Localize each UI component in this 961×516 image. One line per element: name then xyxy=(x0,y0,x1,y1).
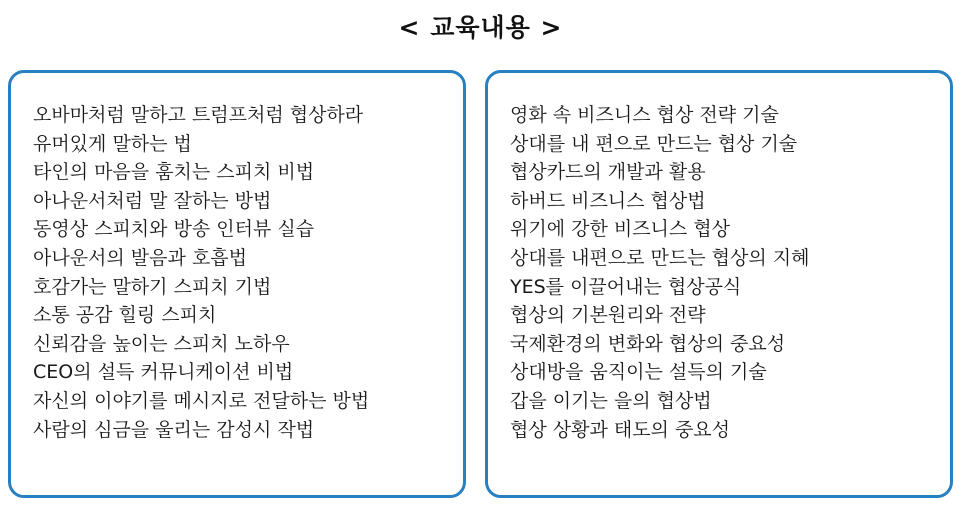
list-item: 동영상 스피치와 방송 인터뷰 실습 xyxy=(33,218,315,241)
list-item: 협상카드의 개발과 활용 xyxy=(510,161,706,184)
right-course-list xyxy=(510,101,809,444)
list-item: 국제환경의 변화와 협상의 중요성 xyxy=(510,332,786,355)
list-item: CEO의 설득 커뮤니케이션 비법 xyxy=(33,361,294,384)
list-item: 갑을 이기는 을의 협상법 xyxy=(510,389,712,412)
list-item: YES를 이끌어내는 협상공식 xyxy=(510,275,742,298)
list-item: 영화 속 비즈니스 협상 전략 기술 xyxy=(510,104,779,126)
list-item: 자신의 이야기를 메시지로 전달하는 방법 xyxy=(33,389,370,412)
page-title: < 교육내용 > xyxy=(398,13,563,42)
list-item: 타인의 마음을 훔치는 스피치 비법 xyxy=(33,161,315,184)
list-item: 호감가는 말하기 스피치 기법 xyxy=(33,275,272,298)
list-item: 아나운서의 발음과 호흡법 xyxy=(33,246,247,269)
list-item: 상대방을 움직이는 설득의 기술 xyxy=(510,361,767,384)
list-item: 협상의 기본원리와 전략 xyxy=(510,304,706,327)
left-course-list xyxy=(33,101,369,444)
left-panel xyxy=(8,70,466,498)
list-item: 위기에 강한 비즈니스 협상 xyxy=(510,218,731,241)
list-item: 상대를 내 편으로 만드는 협상 기술 xyxy=(510,132,798,155)
list-item: 소통 공감 힐링 스피치 xyxy=(33,304,217,327)
list-item: 오바마처럼 말하고 트럼프처럼 협상하라 xyxy=(33,104,364,126)
list-item: 상대를 내편으로 만드는 협상의 지혜 xyxy=(510,246,810,269)
list-item: 신뢰감을 높이는 스피치 노하우 xyxy=(33,332,290,355)
list-item: 아나운서처럼 말 잘하는 방법 xyxy=(33,189,272,212)
list-item: 협상 상황과 태도의 중요성 xyxy=(510,418,731,441)
list-item: 사람의 심금을 울리는 감성시 작법 xyxy=(33,418,315,441)
list-item: 유머있게 말하는 법 xyxy=(33,132,192,155)
right-panel xyxy=(485,70,953,498)
list-item: 하버드 비즈니스 협상법 xyxy=(510,189,706,212)
